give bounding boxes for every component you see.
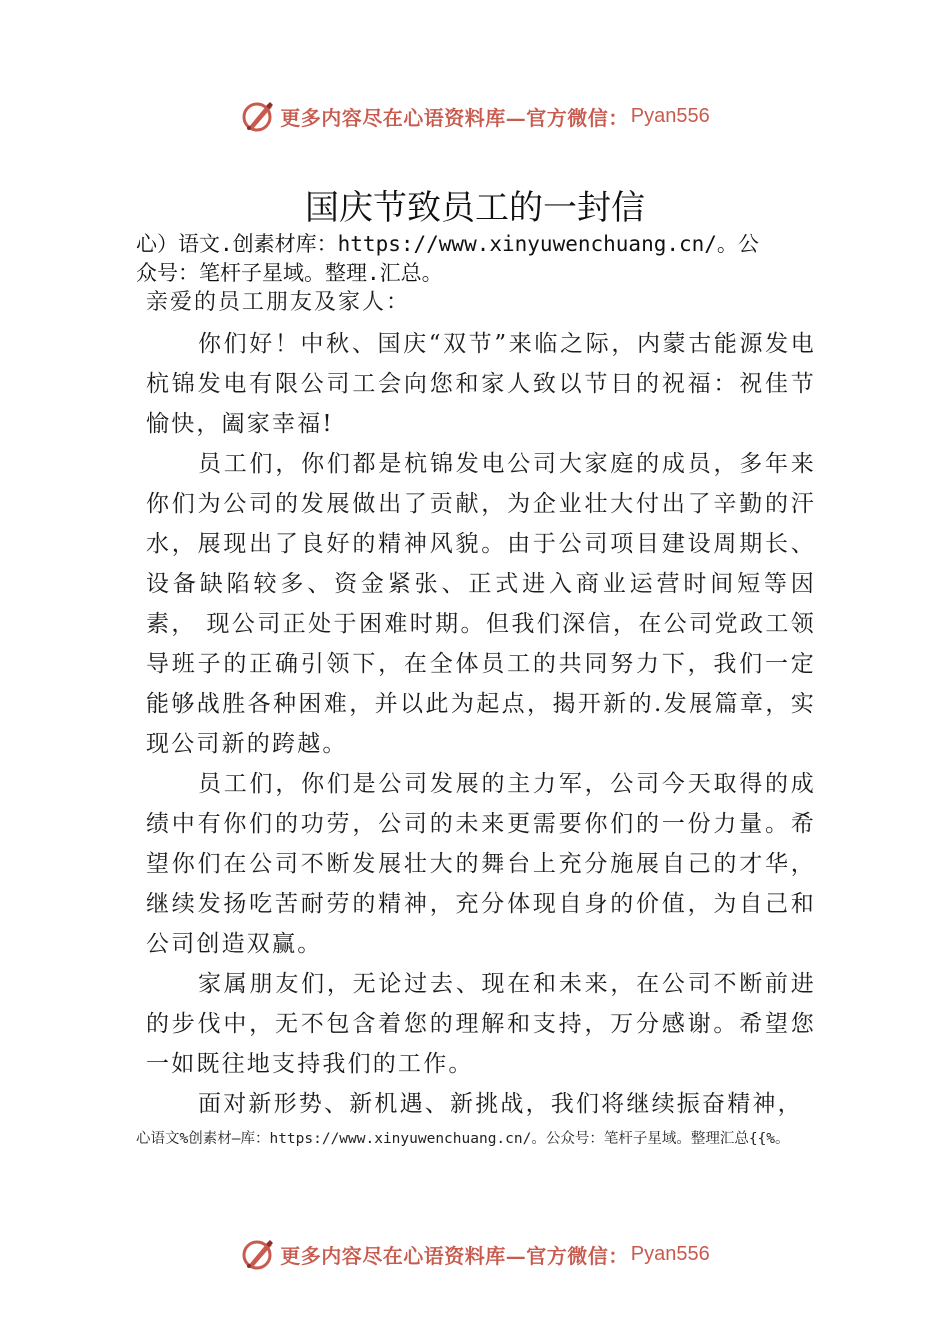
paragraph: 面对新形势、新机遇、新挑战，我们将继续振奋精神， (198, 1091, 803, 1117)
paragraph: 你们好！中秋、国庆“双节”来临之际，内蒙古能源发电杭锦发电有限公司工会向您和家人致以节日的祝福：祝佳节愉快，阖家幸福! (146, 331, 816, 437)
banner-text: 更多内容尽在心语资料库—官方微信： (280, 1243, 629, 1268)
page-title: 国庆节致员工的一封信 (305, 188, 645, 228)
footer-banner (0, 1232, 950, 1276)
banner-wechat-id: Pyan556 (630, 1242, 710, 1265)
banner-wechat-id: Pyan556 (630, 104, 710, 127)
source-line-2: 众号：笔杆子星域。整理.汇总。 (136, 261, 443, 285)
header-banner (0, 94, 950, 138)
banner-text: 更多内容尽在心语资料库—官方微信： (280, 105, 629, 130)
paragraph: 员工们，你们是公司发展的主力军，公司今天取得的成绩中有你们的功劳，公司的未来更需要你们的一份力量。希望你们在公司不断发展壮大的舞台上充分施展自己的才华， 继续发扬吃苦耐劳的精神，充分体现自身的价值，为自己和公司创造双赢。 (146, 771, 816, 957)
paragraph: 员工们，你们都是杭锦发电公司大家庭的成员，多年来你们为公司的发展做出了贡献，为企业壮大付出了辛勤的汗水，展现出了良好的精神风貌。由于公司项目建设周期长、 设备缺陷较多、资金紧张、正式进入商业运营时间短等因素， 现公司正处于困难时期。但我们深信，在公司党政工领导班子的正确引领下，在全体员工的共同努力下，我们一定能够战胜各种困难，并以此为起点，揭开新的.发展篇章，实现公司新的跨越。 (146, 451, 816, 757)
source-line-1: 心）语文.创素材库：https://www.xinyuwenchuang.cn/。公 (136, 232, 759, 256)
pen-logo-icon (240, 1236, 276, 1272)
footer-note: 心语文%创素材—库：https://www.xinyuwenchuang.cn/。公众号：笔杆子星域。整理汇总{{%。 (136, 1131, 790, 1147)
letter-body (146, 324, 816, 1124)
salutation: 亲爱的员工朋友及家人： (146, 290, 411, 315)
pen-logo-icon (240, 98, 276, 134)
paragraph: 家属朋友们，无论过去、现在和未来，在公司不断前进的步伐中，无不包含着您的理解和支持，万分感谢。希望您一如既往地支持我们的工作。 (146, 971, 816, 1077)
